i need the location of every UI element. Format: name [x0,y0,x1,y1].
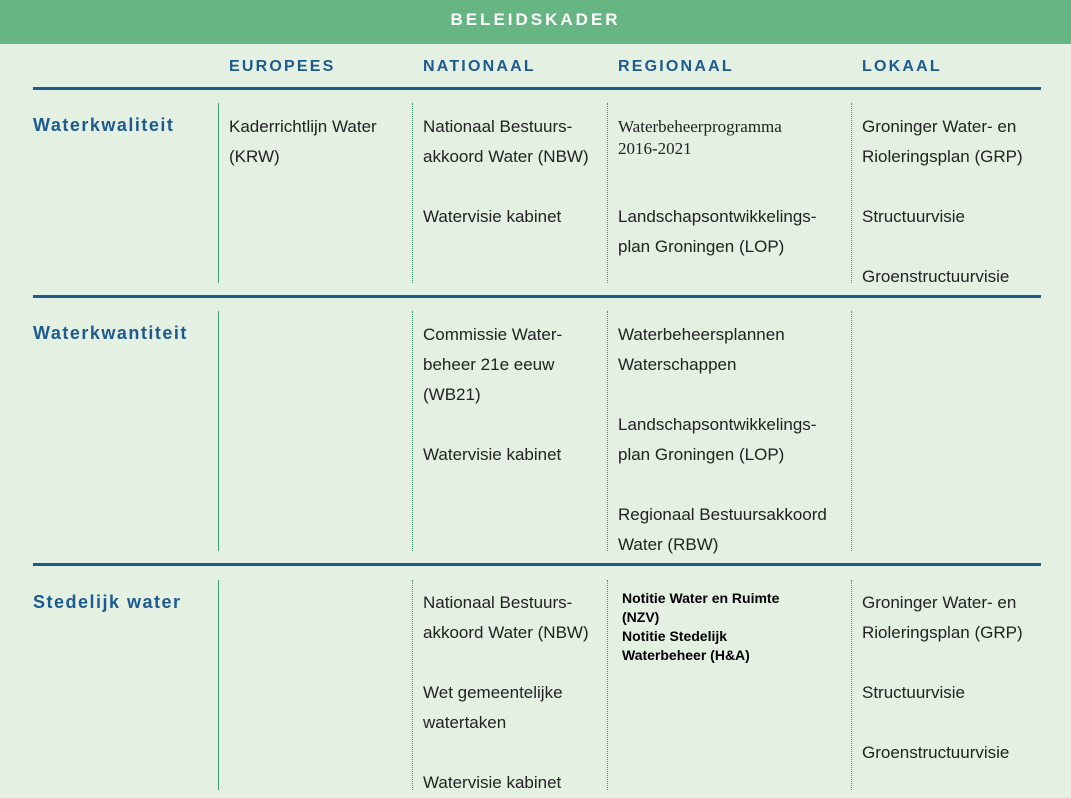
column-divider [412,311,413,551]
row-divider [33,295,1041,298]
cell-regionaal [618,202,848,262]
policy-item: Nationaal Bestuurs- akkoord Water (NBW) [423,593,589,642]
policy-item: Groenstructuurvisie [862,267,1010,286]
cell-regionaal [618,320,848,560]
column-divider [218,311,219,551]
column-divider [851,103,852,283]
policy-item: Structuurvisie [862,207,965,226]
column-divider [607,311,608,551]
column-divider [851,580,852,790]
cell-lokaal [862,112,1040,292]
policy-item: Landschapsontwikkelings- plan Groningen (LOP) [618,415,817,464]
column-divider [607,580,608,790]
column-header-regionaal: REGIONAAL [618,58,734,75]
policy-item: Groninger Water- en Rioleringsplan (GRP) [862,593,1023,642]
cell-nationaal [423,112,605,232]
policy-item: Watervisie kabinet [423,445,562,464]
column-header-europees: EUROPEES [229,58,336,75]
column-header-lokaal: LOKAAL [862,58,942,75]
cell-europees [229,112,409,172]
cell-regionaal [618,116,848,160]
policy-item: Notitie Water en Ruimte (NZV) [622,590,780,625]
policy-item: Watervisie kabinet [423,207,562,226]
column-divider [218,103,219,283]
row-label-waterkwaliteit: Waterkwaliteit [33,115,175,135]
policy-item: Groenstructuurvisie [862,743,1010,762]
policy-item: Nationaal Bestuurs- akkoord Water (NBW) [423,117,589,166]
policy-item: Notitie Stedelijk Waterbeheer (H&A) [622,628,750,663]
cell-lokaal [862,588,1040,768]
policy-item: Waterbeheerprogramma 2016-2021 [618,117,782,158]
row-divider [33,563,1041,566]
cell-nationaal [423,588,605,798]
policy-item: Landschapsontwikkelings- plan Groningen (LOP) [618,207,817,256]
cell-nationaal [423,320,605,470]
policy-item: Waterbeheersplannen Waterschappen [618,325,785,374]
cell-regionaal [622,589,848,665]
policy-item: Kaderrichtlijn Water (KRW) [229,117,377,166]
column-divider [607,103,608,283]
column-divider [412,103,413,283]
policy-item: Watervisie kabinet [423,773,562,792]
column-divider [218,580,219,790]
policy-item: Commissie Water- beheer 21e eeuw (WB21) [423,325,563,404]
policy-item: Regionaal Bestuursakkoord Water (RBW) [618,505,827,554]
row-label-stedelijk-water: Stedelijk water [33,592,182,612]
column-divider [851,311,852,551]
policy-item: Wet gemeentelijke watertaken [423,683,563,732]
column-divider [412,580,413,790]
column-header-nationaal: NATIONAAL [423,58,536,75]
header-title: BELEIDSKADER [0,0,1071,44]
policy-item: Structuurvisie [862,683,965,702]
header-rule [33,87,1041,90]
row-label-waterkwantiteit: Waterkwantiteit [33,323,188,343]
policy-item: Groninger Water- en Rioleringsplan (GRP) [862,117,1023,166]
